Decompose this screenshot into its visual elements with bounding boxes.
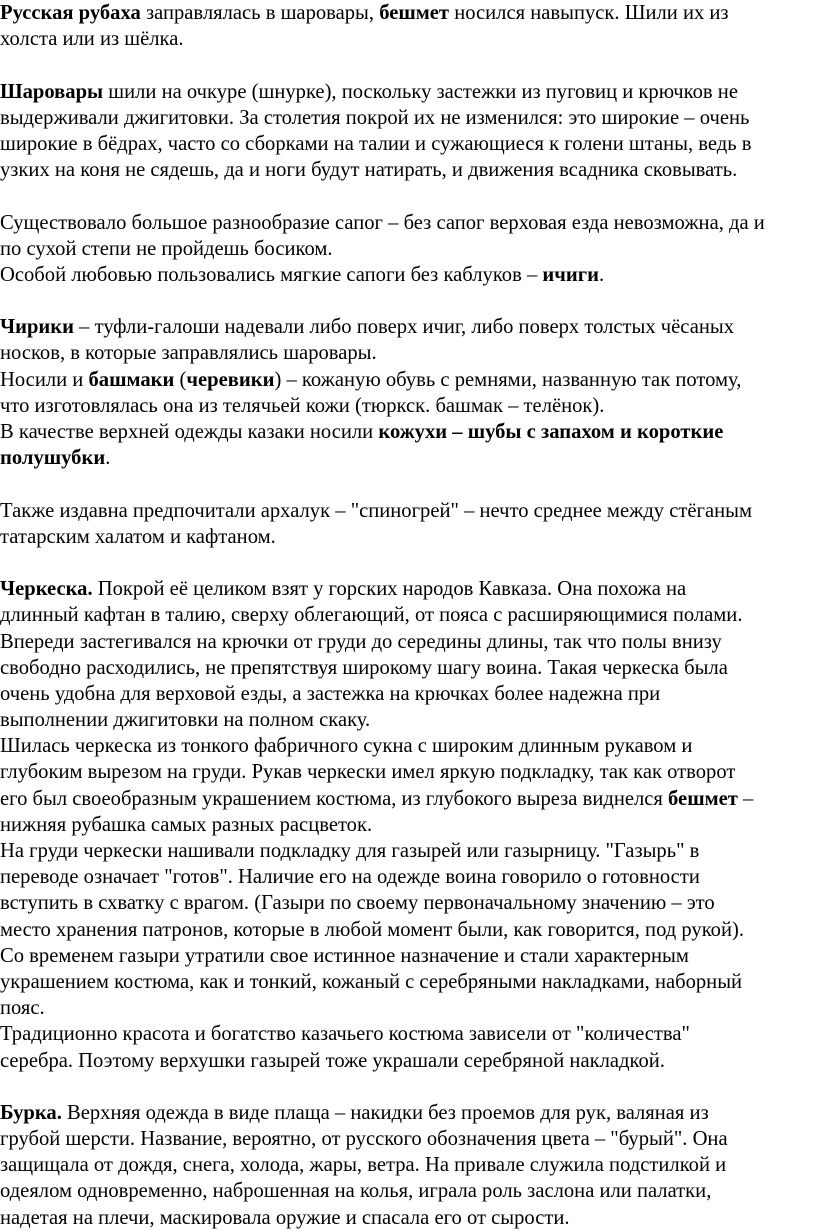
paragraph-gap <box>0 471 794 497</box>
term-cherkeska: Черкеска. <box>0 578 93 601</box>
paragraph-footwear <box>0 314 794 471</box>
text-line: вступить в схватку с врагом. (Газыри по своему первоначальному значению – это <box>0 892 715 915</box>
text-line: На груди черкески нашивали подкладку для газырей или газырницу. "Газырь" в <box>0 840 700 862</box>
text-line: Традиционно красота и богатство казачьего костюма зависели от "количества" <box>0 1023 690 1046</box>
text-line: Носили и башмаки (черевики) – кожаную обувь с ремнями, названную так потому, <box>0 368 742 391</box>
text-line: его был своеобразным украшением костюма, из глубокого выреза виднелся бешмет – <box>0 787 754 810</box>
text-line: Особой любовью пользовались мягкие сапоги без каблуков – ичиги. <box>0 263 605 286</box>
text-line: татарским халатом и кафтаном. <box>0 525 276 548</box>
text-line: длинный кафтан в талию, сверху облегающий, от пояса с расширяющимися полами. <box>0 604 743 627</box>
text-line: В качестве верхней одежды казаки носили кожухи – шубы с запахом и короткие <box>0 421 724 443</box>
term-polushubki: полушубки <box>0 447 106 470</box>
text-line: Русская рубаха заправлялась в шаровары, бешмет носился навыпуск. Шили их из <box>0 2 729 24</box>
paragraph-arkhaluk <box>0 498 794 550</box>
term-bashmaki: башмаки <box>88 368 175 391</box>
paragraph-gap <box>0 52 794 78</box>
text-line: Также издавна предпочитали архалук – "спиногрей" – нечто среднее между стёганым <box>0 499 753 522</box>
text-line: Со временем газыри утратили свое истинное назначение и стали характерным <box>0 944 689 967</box>
text-line: Черкеска. Покрой её целиком взят у горских народов Кавказа. Она похожа на <box>0 578 687 601</box>
term-sharovary: Шаровары <box>0 80 104 103</box>
term-beshmet: бешмет <box>668 787 738 810</box>
text-line: носков, в которые заправлялись шаровары. <box>0 342 377 365</box>
text-line: по сухой степи не пройдешь босиком. <box>0 237 333 260</box>
text-line: место хранения патронов, которые в любой момент были, как говорится, под рукой). <box>0 918 744 941</box>
text-line: защищала от дождя, снега, холода, жары, ветра. На привале служила подстилкой и <box>0 1154 727 1177</box>
paragraph-cherkeska <box>0 576 794 1074</box>
text-line: холста или из шёлка. <box>0 28 184 51</box>
term-kozhukhi: кожухи – шубы с запахом и короткие <box>378 421 724 443</box>
paragraph-sharovary <box>0 79 794 184</box>
term-ichigi: ичиги <box>542 263 599 286</box>
text-line: выполнении джигитовки на полном скаку. <box>0 709 371 732</box>
text-line: узких на коня не сядешь, да и ноги будут натирать, и движения всадника сковывать. <box>0 159 738 182</box>
term-burka: Бурка. <box>0 1101 62 1124</box>
paragraph-shirt <box>0 0 794 52</box>
paragraph-gap <box>0 1074 794 1100</box>
text-line: Чирики – туфли-галоши надевали либо поверх ичиг, либо поверх толстых чёсаных <box>0 316 734 339</box>
paragraph-gap <box>0 183 794 209</box>
text-line: выдерживали джигитовки. За столетия покрой их не изменился: это широкие – очень <box>0 106 750 129</box>
text-line: что изготовлялась она из телячьей кожи (тюркск. башмак – телёнок). <box>0 394 605 417</box>
text-line: Шилась черкеска из тонкого фабричного сукна с широким длинным рукавом и <box>0 735 693 758</box>
text-line: свободно расходились, не препятствуя широкому шагу воина. Такая черкеска была <box>0 656 728 679</box>
text-line: полушубки. <box>0 447 111 470</box>
paragraph-boots <box>0 210 794 289</box>
text-line: глубоким вырезом на груди. Рукав черкески имел яркую подкладку, так как отворот <box>0 761 736 784</box>
text-line: нижняя рубашка самых разных расцветок. <box>0 813 373 836</box>
text-line: очень удобна для верховой езды, а застежка на крючках более надежна при <box>0 682 661 705</box>
term-cherevIki: черевики <box>186 368 275 391</box>
text-line: украшением костюма, как и тонкий, кожаный с серебряными накладками, наборный <box>0 970 743 993</box>
text-line: Бурка. Верхняя одежда в виде плаща – накидки без проемов для рук, валяная из <box>0 1101 709 1124</box>
text-line: серебра. Поэтому верхушки газырей тоже украшали серебряной накладкой. <box>0 1049 665 1072</box>
text-line: Шаровары шили на очкуре (шнурке), поскольку застежки из пуговиц и крючков не <box>0 80 738 103</box>
term-shirt: Русская рубаха <box>0 2 141 24</box>
paragraph-burka <box>0 1100 794 1231</box>
paragraph-gap <box>0 550 794 576</box>
text-line: переводе означает "готов". Наличие его на одежде воина говорило о готовности <box>0 866 700 889</box>
text-line: пояс. <box>0 997 45 1020</box>
text-line: надетая на плечи, маскировала оружие и спасала его от сырости. <box>0 1206 570 1229</box>
term-beshmet: бешмет <box>379 2 450 24</box>
text-line: Существовало большое разнообразие сапог – без сапог верховая езда невозможна, да и <box>0 211 765 234</box>
term-chiriki: Чирики <box>0 316 75 339</box>
text-line: Впереди застегивался на крючки от груди до середины длины, так что полы внизу <box>0 630 722 653</box>
text-line: широкие в бёдрах, часто со сборками на талии и сужающиеся к голени штаны, ведь в <box>0 132 752 155</box>
text-line: грубой шерсти. Название, вероятно, от русского обозначения цвета – "бурый". Она <box>0 1128 728 1151</box>
text-line: одеялом одновременно, наброшенная на колья, играла роль заслона или палатки, <box>0 1180 712 1203</box>
paragraph-gap <box>0 288 794 314</box>
